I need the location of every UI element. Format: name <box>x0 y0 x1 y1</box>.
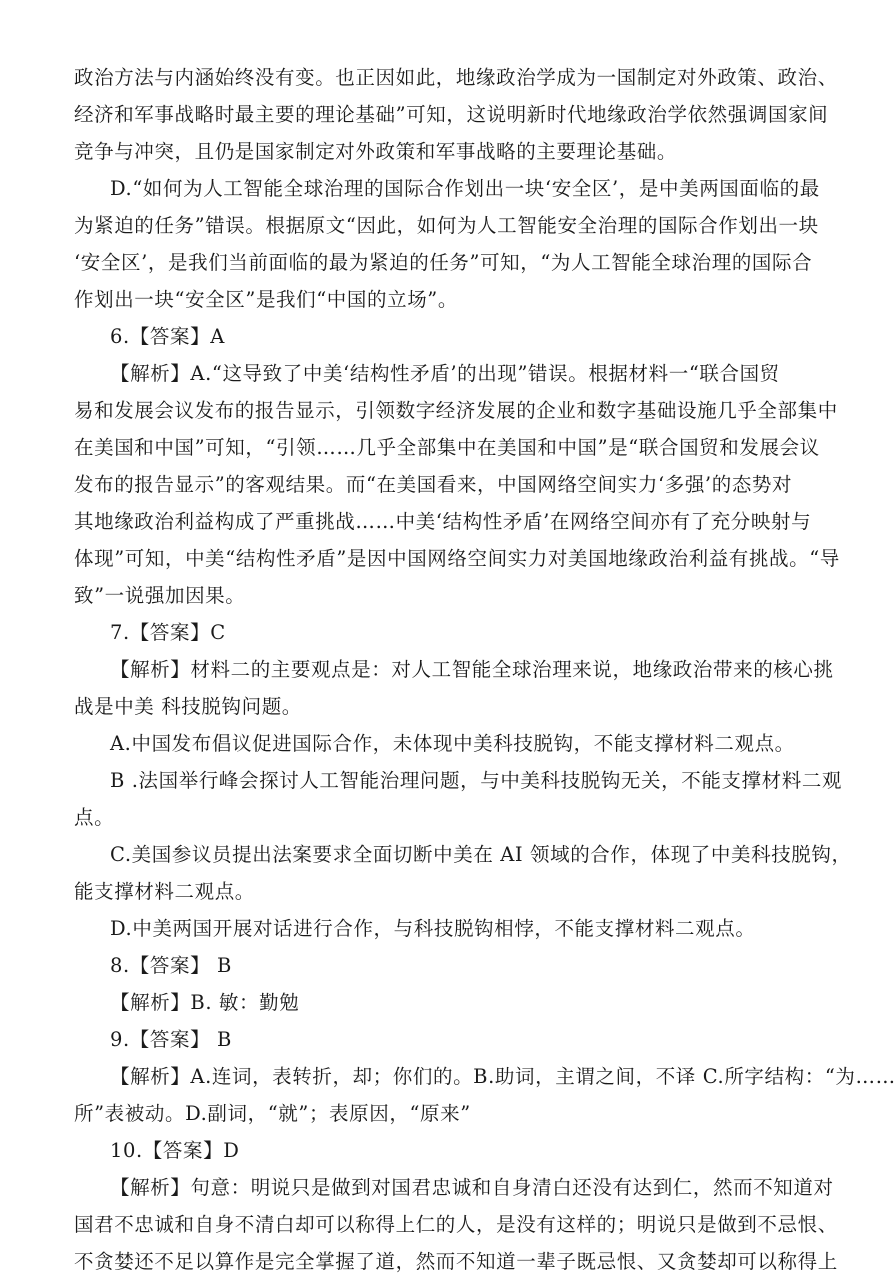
text-line: 【解析】A.连词，表转折，却；你们的。B.助词，主谓之间，不译 C.所字结构：“为…… <box>110 1065 896 1088</box>
text-line: 致”一说强加因果。 <box>74 584 246 607</box>
text-line: C.美国参议员提出法案要求全面切断中美在 AI 领域的合作，体现了中美科技脱钩， <box>110 843 852 866</box>
text-line: 政治方法与内涵始终没有变。也正因如此，地缘政治学成为一国制定对外政策、政治、 <box>74 66 838 89</box>
text-line: A.中国发布倡议促进国际合作，未体现中美科技脱钩，不能支撑材料二观点。 <box>110 732 795 755</box>
text-line: 所”表被动。D.副词，“就”；表原因，“原来” <box>74 1102 471 1125</box>
text-line: D.“如何为人工智能全球治理的国际合作划出一块‘安全区’，是中美两国面临的最 <box>110 177 820 200</box>
text-line: 作划出一块“安全区”是我们“中国的立场”。 <box>74 288 458 311</box>
text-line: 【解析】A.“这导致了中美‘结构性矛盾’的出现”错误。根据材料一“联合国贸 <box>110 362 780 385</box>
text-line: 竞争与冲突，且仍是国家制定对外政策和军事战略的主要理论基础。 <box>74 140 678 163</box>
text-line: 国君不忠诚和自身不清白却可以称得上仁的人，是没有这样的；明说只是做到不忌恨、 <box>74 1213 838 1236</box>
text-line: 9.【答案】 B <box>110 1028 232 1051</box>
text-line: 为紧迫的任务”错误。根据原文“因此，如何为人工智能安全治理的国际合作划出一块 <box>74 214 819 237</box>
text-line: 其地缘政治利益构成了严重挑战……中美‘结构性矛盾’在网络空间亦有了充分映射与 <box>74 510 812 533</box>
text-line: 发布的报告显示”的客观结果。而“在美国看来，中国网络空间实力‘多强’的态势对 <box>74 473 793 496</box>
text-line: 【解析】B. 敏：勤勉 <box>110 991 300 1014</box>
text-line: 10.【答案】D <box>110 1139 240 1162</box>
text-line: 体现”可知，中美“结构性矛盾”是因中国网络空间实力对美国地缘政治利益有挑战。“导 <box>74 547 840 570</box>
text-line: 点。 <box>74 806 115 829</box>
text-line: 【解析】材料二的主要观点是：对人工智能全球治理来说，地缘政治带来的核心挑 <box>110 658 834 681</box>
text-line: ‘安全区’，是我们当前面临的最为紧迫的任务”可知，“为人工智能全球治理的国际合 <box>74 251 813 274</box>
text-line: 6.【答案】A <box>110 325 225 348</box>
text-line: 经济和军事战略时最主要的理论基础”可知，这说明新时代地缘政治学依然强调国家间 <box>74 103 829 126</box>
text-line: D.中美两国开展对话进行合作，与科技脱钩相悖，不能支撑材料二观点。 <box>110 917 756 940</box>
text-line: 能支撑材料二观点。 <box>74 880 255 903</box>
text-line: 战是中美 科技脱钩问题。 <box>74 695 302 718</box>
text-line: 易和发展会议发布的报告显示，引领数字经济发展的企业和数字基础设施几乎全部集中 <box>74 399 838 422</box>
text-line: B .法国举行峰会探讨人工智能治理问题，与中美科技脱钩无关，不能支撑材料二观 <box>110 769 843 792</box>
text-line: 在美国和中国”可知，“引领……几乎全部集中在美国和中国”是“联合国贸和发展会议 <box>74 436 820 459</box>
text-line: 7.【答案】C <box>110 621 226 644</box>
text-line: 不贪婪还不足以算作是完全掌握了道，然而不知道一辈子既忌恨、又贪婪却可以称得上 <box>74 1250 838 1273</box>
text-line: 8.【答案】 B <box>110 954 232 977</box>
text-line: 【解析】句意：明说只是做到对国君忠诚和自身清白还没有达到仁，然而不知道对 <box>110 1176 834 1199</box>
